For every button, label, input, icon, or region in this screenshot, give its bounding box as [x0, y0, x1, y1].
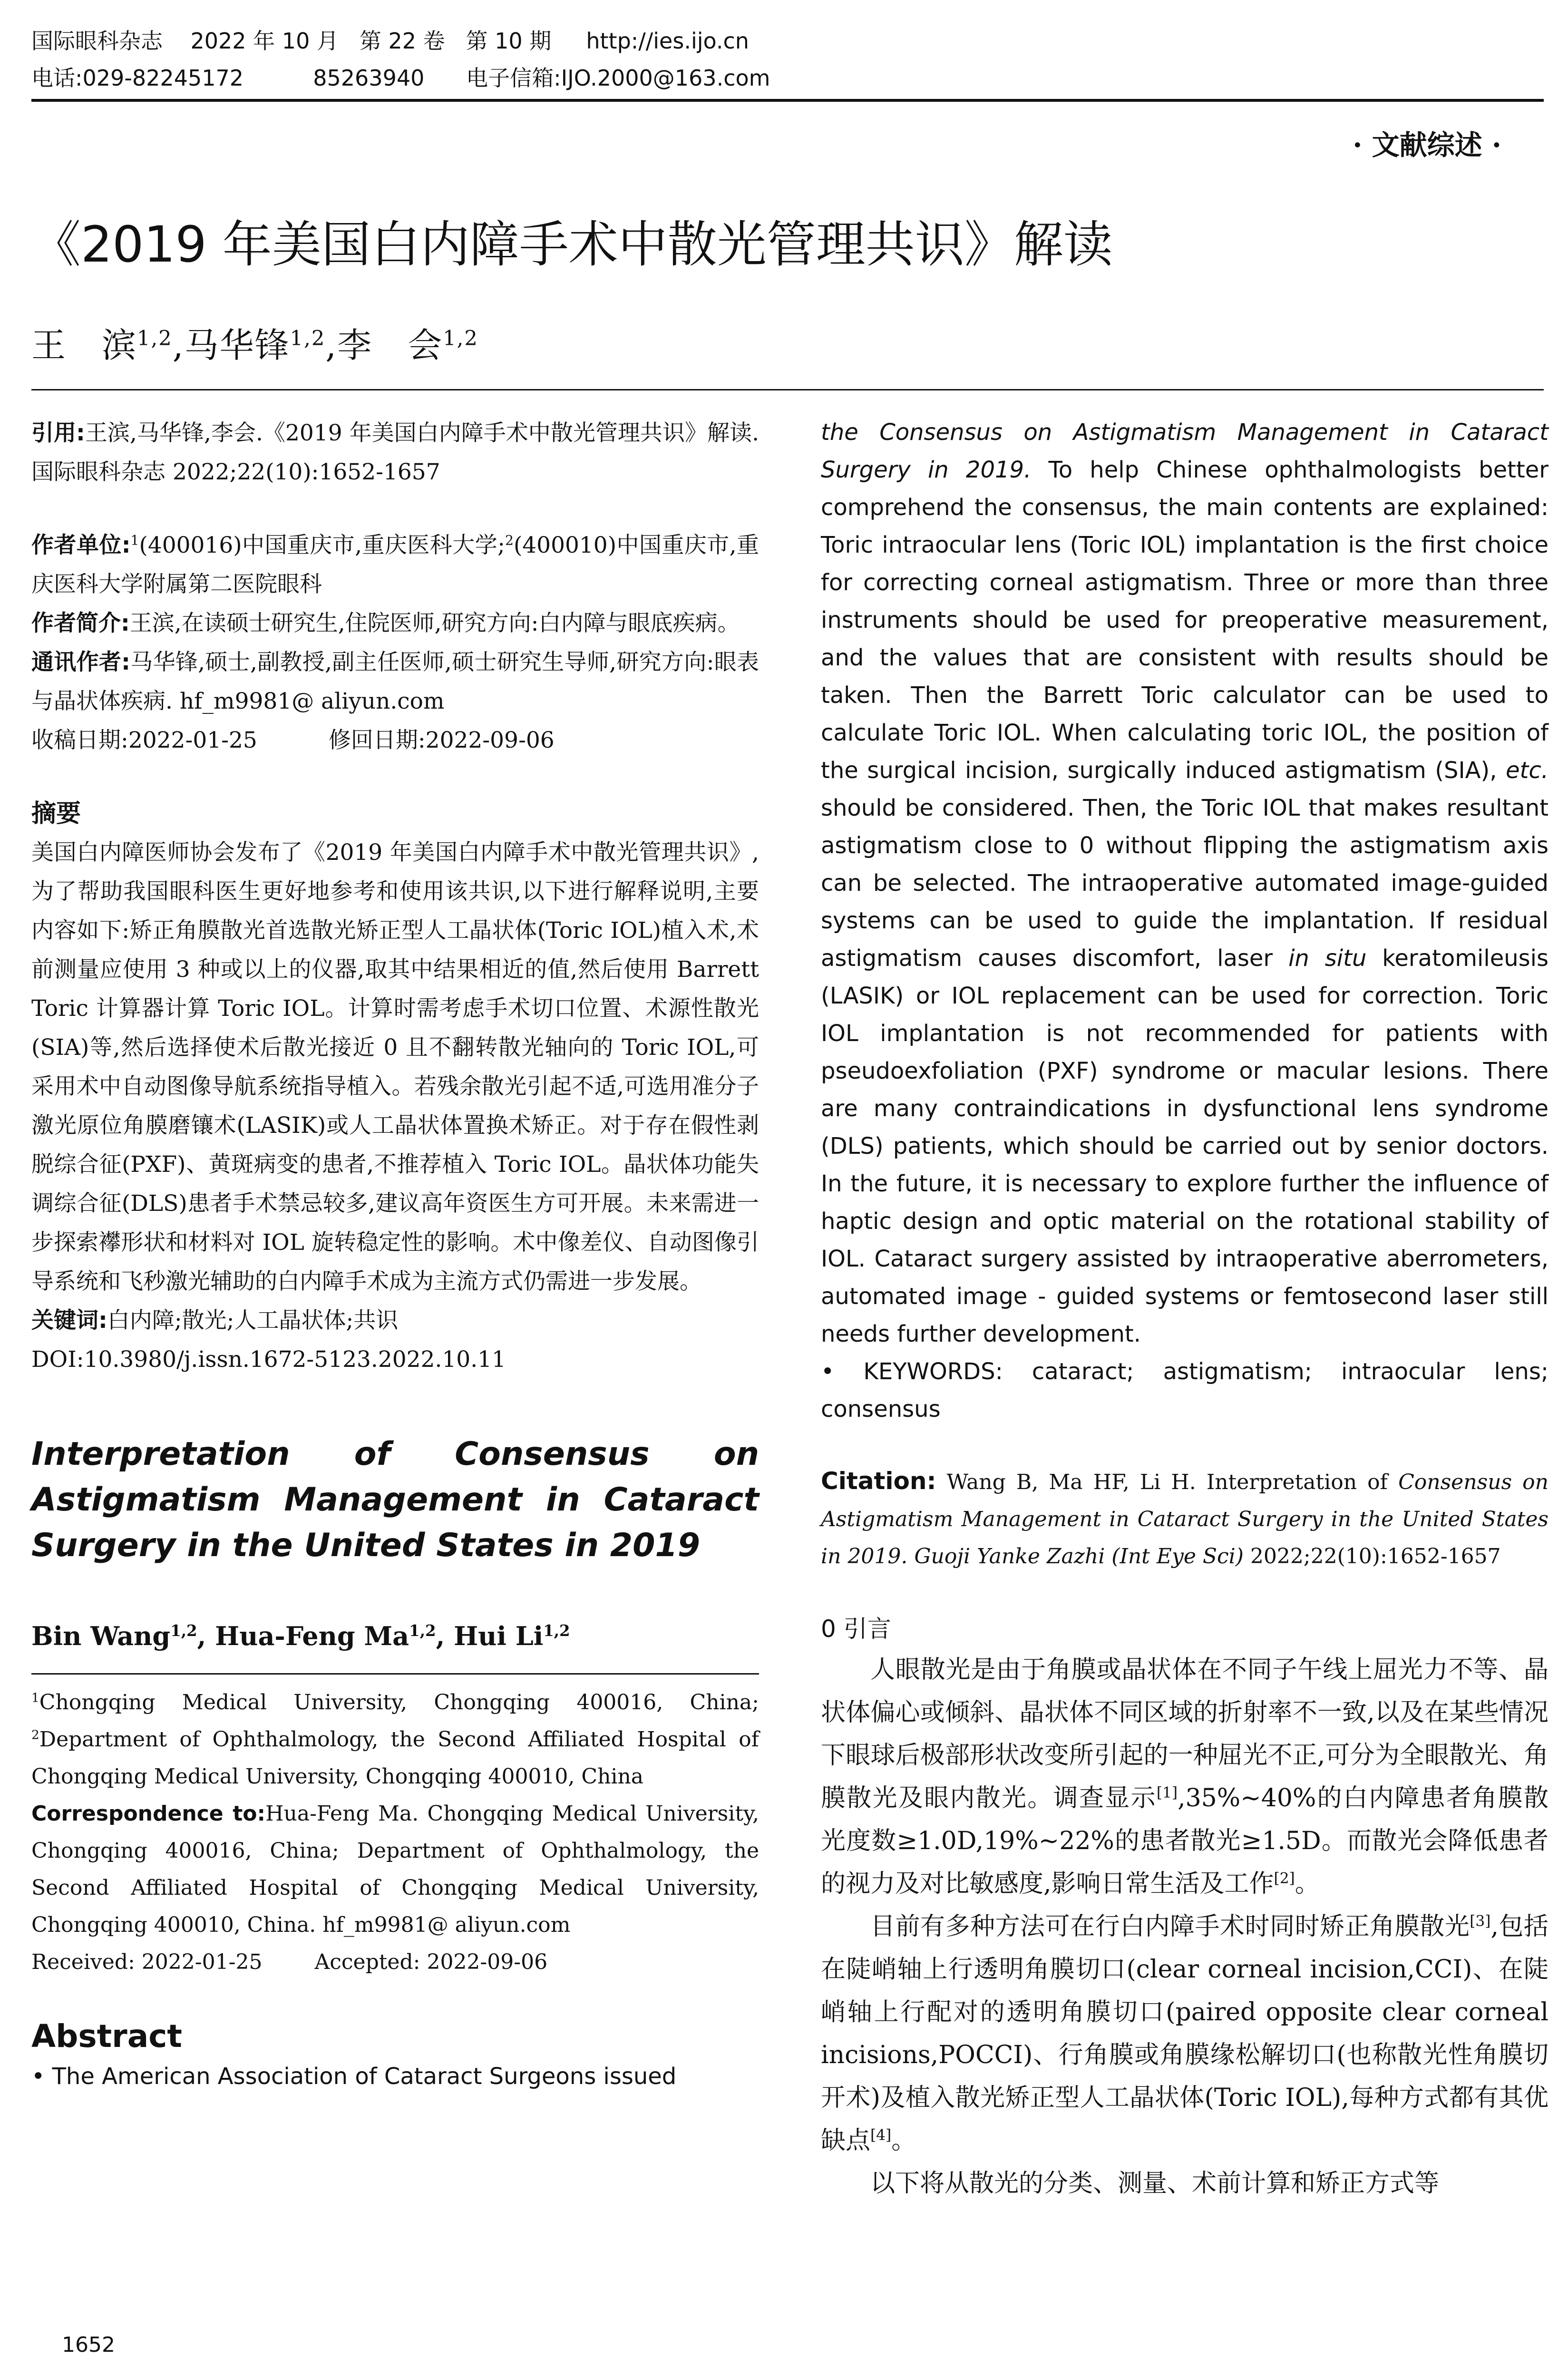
reference[interactable]: [4]	[870, 2126, 892, 2144]
citation-label: 引用:	[31, 420, 85, 446]
unit-text: (400010)中国重庆市,重庆医科大学附属第二医院眼科	[31, 532, 760, 597]
author-sep: ,	[172, 325, 185, 365]
en-title-line: Interpretation of Consensus on	[31, 1435, 759, 1473]
citation-en-text: Wang B, Ma HF, Li H. Interpretation of	[936, 1470, 1399, 1494]
dates-cn	[31, 721, 759, 760]
keywords-en-text: cataract; astigmatism; intraocular lens; consensus	[821, 1358, 1549, 1422]
body-text: 。	[891, 2126, 916, 2155]
author-sup: 1,2	[137, 327, 173, 351]
corr-en-text: Hua-Feng Ma. Chongqing Medical University, Chongqing 400016, China; Department of Ophthalmology, the Second Affiliated Hospital of Chongqing Medical University, Chongqing 400010, China. hf_m9981@ aliyun.com	[31, 1802, 760, 1937]
abstract-en-text: To help Chinese ophthalmologists better comprehend the consensus, the main contents are explained: Toric intraocular lens (Toric IOL) implantation is the first choice for correcting corneal astigmatism. Three or more than three instruments should be used for preoperative measurement, and the values that are consistent with results should be taken. Then the Barrett Toric calculator can be used to calculate Toric IOL. When calculating toric IOL, the position of the surgical incision, surgically induced astigmatism (SIA),	[821, 457, 1549, 784]
aff-sup: 1	[31, 1690, 39, 1705]
aff-text: Department of Ophthalmology, the Second Affiliated Hospital of Chongqing Medical University, Chongqing 400010, China	[31, 1727, 759, 1789]
revised-date: 修回日期:2022-09-06	[328, 727, 555, 753]
abstract-title-en: Abstract	[31, 2018, 182, 2055]
author-sup: 1,2	[170, 1622, 197, 1640]
abstract-en-italic: etc.	[1506, 757, 1549, 784]
author-sup: 1,2	[290, 327, 326, 351]
corr-text: 马华锋,硕士,副教授,副主任医师,硕士研究生导师,研究方向:眼表与晶状体疾病. hf_m9981@ aliyun.com	[31, 649, 759, 714]
authors-cn	[31, 318, 478, 367]
body-paragraph	[821, 1648, 1549, 1905]
abstract-cn: 美国白内障医师协会发布了《2019 年美国白内障手术中散光管理共识》,为了帮助我国眼科医生更好地参考和使用该共识,以下进行解释说明,主要内容如下:矫正角膜散光首选散光矫正型人工晶状体(Toric IOL)植入术,术前测量应使用 3 种或以上的仪器,取其中结果相近的值,然后使用 Barrett Toric 计算器计算 Toric IOL。计算时需考虑手术切口位置、术源性散光(SIA)等,然后选择使术后散光接近 0 且不翻转散光轴向的 Toric IOL,可采用术中自动图像导航系统指导植入。若残余散光引起不适,可选用准分子激光原位角膜磨镶术(LASIK)或人工晶状体置换术矫正。对于存在假性剥脱综合征(PXF)、黄斑病变的患者,不推荐植入 Toric IOL。晶状体功能失调综合征(DLS)患者手术禁忌较多,建议高年资医生方可开展。未来需进一步探索襻形状和材料对 IOL 旋转稳定性的影响。术中像差仪、自动图像引导系统和飞秒激光辅助的白内障手术成为主流方式仍需进一步发展。	[31, 839, 759, 1295]
corr-en-label: Correspondence to:	[31, 1802, 266, 1826]
author-name: 马华锋	[184, 325, 290, 365]
abstract-en-start: • The American Association of Cataract Surgeons issued	[31, 2063, 677, 2090]
journal-header-line1: 国际眼科杂志 2022 年 10 月 第 22 卷 第 10 期 http://ies.ijo.cn	[31, 28, 749, 54]
citation-en-italic: Consensus on Astigmatism Management in Cataract Surgery in the United States in 2019. Guoji Yanke Zazhi (Int Eye Sci)	[821, 1470, 1549, 1568]
right-column	[821, 414, 1549, 2205]
body-text: 目前有多种方法可在行白内障手术时同时矫正角膜散光	[870, 1912, 1470, 1941]
correspondence-en	[31, 1795, 759, 1944]
keywords-label: 关键词:	[31, 1307, 107, 1334]
author-name-en: Bin Wang	[31, 1621, 171, 1651]
abstract-title-cn: 摘要	[31, 799, 81, 828]
header-rule	[31, 99, 1544, 102]
author-unit	[31, 526, 759, 604]
body-text: ,包括在陡峭轴上行透明角膜切口(clear corneal incision,CCI)、在陡峭轴上行配对的透明角膜切口(paired opposite clear corneal incisions,POCCI)、行角膜或角膜缘松解切口(也称散光性角膜切开术)及植入散光矫正型人工晶状体(Toric IOL),每种方式都有其优缺点	[821, 1912, 1549, 2155]
journal-header-line2: 电话:029-82245172 85263940 电子信箱:IJO.2000@163.com	[31, 65, 770, 91]
intro-label: 作者简介:	[31, 610, 130, 636]
reference[interactable]: [2]	[1274, 1870, 1295, 1887]
section-tag: · 文献综述 ·	[1353, 129, 1501, 161]
author-sup: 1,2	[543, 1622, 570, 1640]
intro-heading: 0 引言	[821, 1615, 891, 1643]
received-date: 收稿日期:2022-01-25	[31, 727, 257, 753]
author-sup: 1,2	[443, 327, 478, 351]
unit-label: 作者单位:	[31, 532, 131, 558]
en-title-line: Astigmatism Management in Cataract	[31, 1481, 759, 1519]
corr-label: 通讯作者:	[31, 649, 130, 675]
unit-sup: 1	[130, 532, 139, 548]
author-sep: ,	[325, 325, 338, 365]
keywords-en-label: • KEYWORDS:	[821, 1358, 1003, 1385]
keywords-text: 白内障;散光;人工晶状体;共识	[107, 1307, 399, 1334]
reference[interactable]: [3]	[1470, 1912, 1491, 1930]
abstract-en-text: should be considered. Then, the Toric IOL that makes resultant astigmatism close to 0 without flipping the astigmatism axis can be selected. The intraoperative automated image-guided systems can be used to guide the implantation. If residual astigmatism causes discomfort, laser	[821, 795, 1549, 972]
accepted-en: Accepted: 2022-09-06	[314, 1950, 548, 1974]
citation-en-text: 2022;22(10):1652-1657	[1243, 1544, 1501, 1568]
abstract-en-body	[821, 414, 1549, 1353]
abstract-en-text: keratomileusis (LASIK) or IOL replacement can be used for correction. Toric IOL implantation is not recommended for patients with pseudoexfoliation (PXF) syndrome or macular lesions. There are many contraindications in dysfunctional lens syndrome (DLS) patients, which should be carried out by senior doctors. In the future, it is necessary to explore further the influence of haptic design and optic material on the rotational stability of IOL. Cataract surgery assisted by intraoperative aberrometers, automated image - guided systems or femtosecond laser still needs further development.	[821, 945, 1549, 1347]
aff-sup: 2	[31, 1727, 39, 1743]
doi: DOI:10.3980/j.issn.1672-5123.2022.10.11	[31, 1346, 506, 1373]
aff-text: Chongqing Medical University, Chongqing 400016, China;	[39, 1690, 759, 1715]
citation-cn	[31, 414, 759, 492]
unit-sup: 2	[505, 532, 514, 548]
body-text: 人眼散光是由于角膜或晶状体在不同子午线上屈光力不等、晶状体偏心或倾斜、晶状体不同区域的折射率不一致,以及在某些情况下眼球后极部形状改变所引起的一种屈光不正,可分为全眼散光、角膜散光及眼内散光。调查显示	[821, 1656, 1549, 1812]
author-name-en: Hui Li	[454, 1621, 544, 1651]
received-en: Received: 2022-01-25	[31, 1950, 263, 1974]
body-paragraph	[821, 1905, 1549, 2162]
citation-en	[821, 1462, 1549, 1575]
citation-en-label: Citation:	[821, 1467, 936, 1495]
keywords-en	[821, 1353, 1549, 1428]
title-rule	[31, 389, 1544, 390]
author-name: 王 滨	[31, 325, 137, 365]
keywords-cn	[31, 1301, 759, 1340]
affiliation-en	[31, 1684, 759, 1795]
page-number: 1652	[62, 2333, 115, 2357]
abstract-en-italic: the Consensus on Astigmatism Management in Cataract Surgery in 2019.	[821, 419, 1549, 483]
body-text: 。	[1295, 1870, 1320, 1898]
citation-text: 王滨,马华锋,李会.《2019 年美国白内障手术中散光管理共识》解读. 国际眼科杂志 2022;22(10):1652-1657	[31, 420, 760, 485]
body-paragraph: 以下将从散光的分类、测量、术前计算和矫正方式等	[870, 2169, 1440, 2198]
unit-text: (400016)中国重庆市,重庆医科大学;	[139, 532, 505, 558]
page-title: 《2019 年美国白内障手术中散光管理共识》解读	[31, 215, 1113, 273]
author-intro	[31, 604, 759, 643]
left-column	[31, 414, 759, 2095]
author-name-en: Hua-Feng Ma	[215, 1621, 409, 1651]
author-name: 李 会	[337, 325, 443, 365]
en-title-line: Surgery in the United States in 2019	[31, 1527, 701, 1564]
authors-en: Bin Wang$^{1,2}$, Hua-Feng Ma$^{1,2}$, Hui Li$^{1,2}$	[31, 1621, 570, 1651]
author-sup: 1,2	[409, 1622, 436, 1640]
dates-en	[31, 1944, 759, 1981]
reference[interactable]: [1]	[1156, 1784, 1178, 1802]
corresponding-author	[31, 643, 759, 721]
body-text: ,35%~40%的白内障患者角膜散光度数≥1.0D,19%~22%的患者散光≥1.5D。而散光会降低患者的视力及对比敏感度,影响日常生活及工作	[821, 1784, 1549, 1898]
intro-text: 王滨,在读硕士研究生,住院医师,研究方向:白内障与眼底疾病。	[129, 610, 740, 636]
abstract-en-italic: in situ	[1288, 945, 1367, 972]
